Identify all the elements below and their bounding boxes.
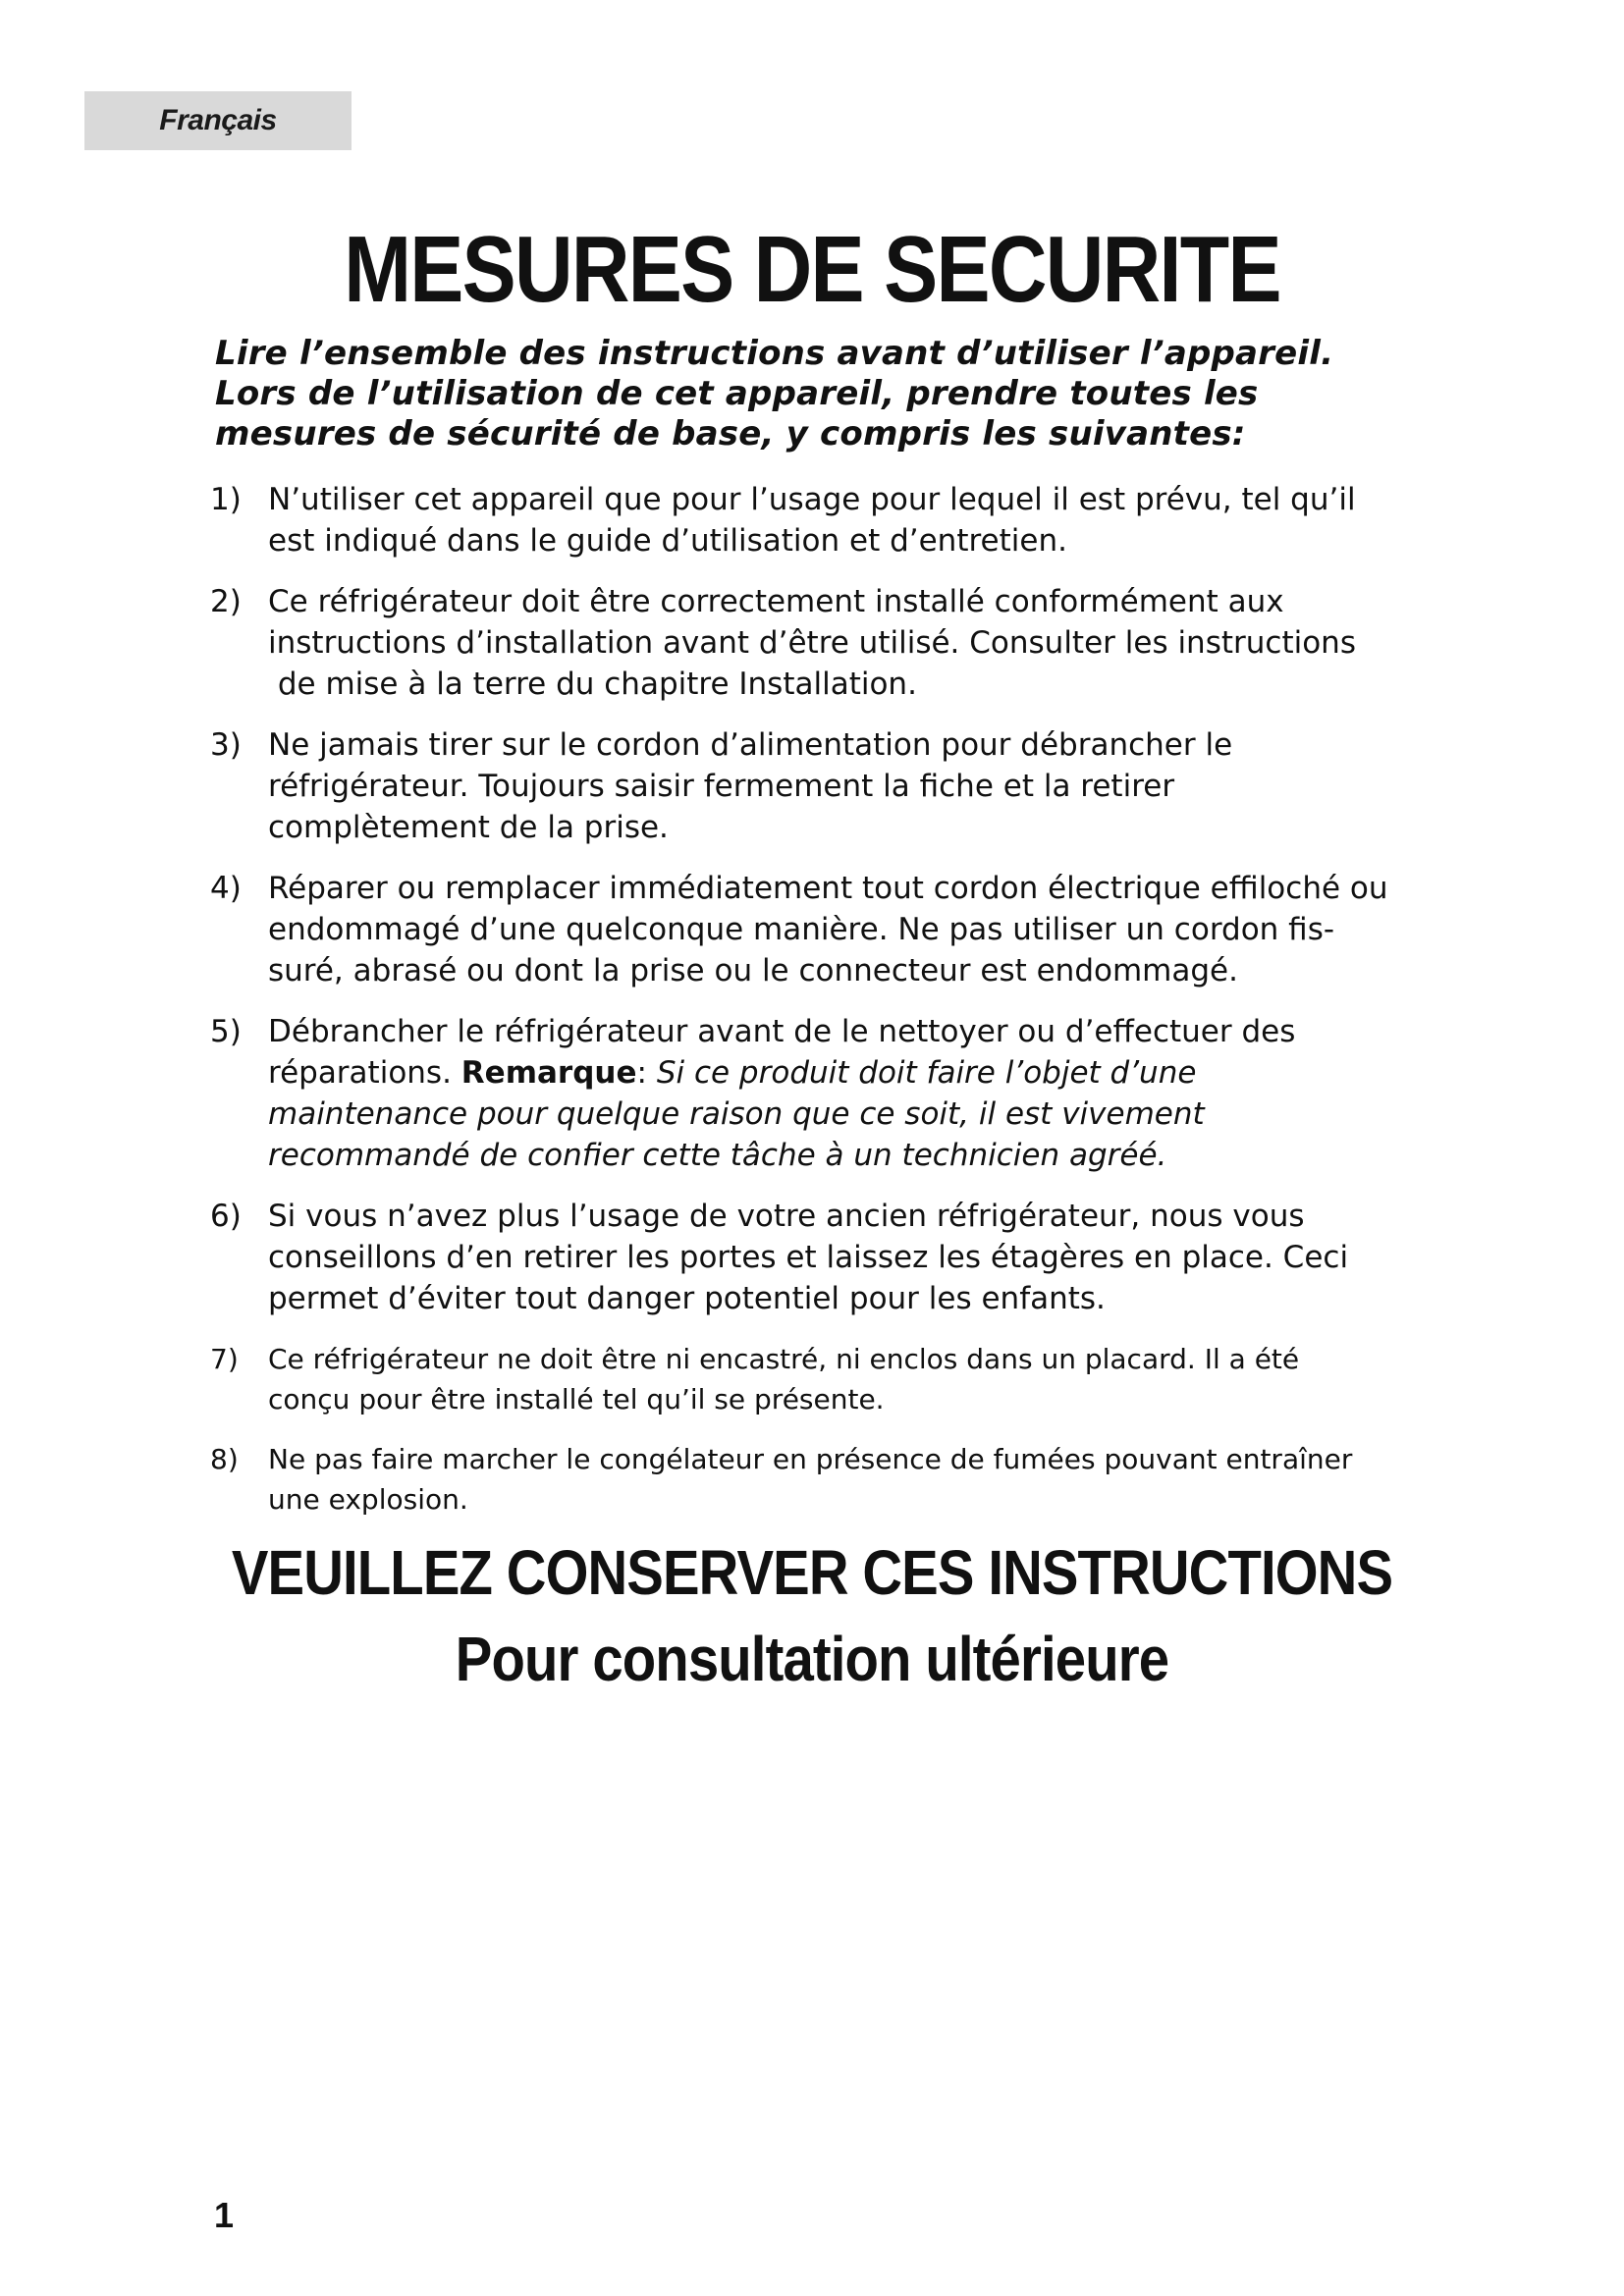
item-line: suré, abrasé ou dont la prise ou le connecteur est endommagé. (268, 953, 1238, 988)
item-number: 8) (210, 1443, 239, 1475)
safety-item-8 (210, 1439, 1379, 1520)
safety-item-6 (210, 1196, 1379, 1319)
item-line: endommagé d’une quelconque manière. Ne pas utiliser un cordon fis- (268, 912, 1335, 947)
remark-text: Si ce produit doit faire l’objet d’une (656, 1055, 1197, 1091)
safety-item-5 (210, 1011, 1379, 1176)
safety-item-2 (210, 581, 1379, 705)
intro-line: Lire l’ensemble des instructions avant d’utiliser l’appareil. (215, 334, 1334, 373)
footer-heading: VEUILLEZ CONSERVER CES INSTRUCTIONS (231, 1537, 1393, 1608)
item-line (268, 1052, 1379, 1094)
item-line: Ne pas faire marcher le congélateur en présence de fumées pouvant entraîner (268, 1443, 1353, 1475)
page-title: MESURES DE SECURITE (344, 217, 1280, 322)
item-text: réparations. (268, 1055, 461, 1091)
item-number: 7) (210, 1343, 239, 1375)
safety-item-4 (210, 868, 1388, 991)
safety-item-7 (210, 1339, 1379, 1419)
remark-text: recommandé de confier cette tâche à un technicien agréé. (268, 1138, 1167, 1173)
safety-item-3 (210, 724, 1379, 848)
page-number: 1 (214, 2195, 235, 2235)
item-number: 1) (210, 482, 242, 517)
item-number: 3) (210, 727, 242, 763)
item-line: réfrigérateur. Toujours saisir fermement la fiche et la retirer (268, 769, 1175, 804)
item-line: Ce réfrigérateur doit être correctement installé conformément aux (268, 584, 1284, 619)
intro-line: mesures de sécurité de base, y compris les suivantes: (215, 414, 1246, 454)
item-line: conçu pour être installé tel qu’il se présente. (268, 1383, 885, 1415)
intro-paragraph (215, 334, 1374, 454)
safety-list (210, 479, 1388, 1539)
item-line: permet d’éviter tout danger potentiel pour les enfants. (268, 1281, 1106, 1316)
item-number: 4) (210, 871, 242, 906)
item-number: 5) (210, 1014, 242, 1049)
item-number: 2) (210, 584, 242, 619)
intro-line: Lors de l’utilisation de cet appareil, prendre toutes les (215, 374, 1259, 413)
footer-subheading: Pour consultation ultérieure (455, 1624, 1169, 1694)
item-line: Débrancher le réfrigérateur avant de le nettoyer ou d’effectuer des (268, 1014, 1296, 1049)
item-line: de mise à la terre du chapitre Installation. (268, 667, 917, 702)
safety-item-1 (210, 479, 1379, 561)
item-line: Ce réfrigérateur ne doit être ni encastré, ni enclos dans un placard. Il a été (268, 1343, 1300, 1375)
item-line: instructions d’installation avant d’être utilisé. Consulter les instructions (268, 625, 1356, 661)
item-line: Réparer ou remplacer immédiatement tout cordon électrique effiloché ou (268, 871, 1388, 906)
remark-colon: : (636, 1055, 657, 1091)
item-line: une explosion. (268, 1483, 468, 1516)
item-line: N’utiliser cet appareil que pour l’usage pour lequel il est prévu, tel qu’il (268, 482, 1356, 517)
remark-text: maintenance pour quelque raison que ce soit, il est vivement (268, 1096, 1205, 1132)
item-number: 6) (210, 1199, 242, 1234)
item-line: conseillons d’en retirer les portes et laissez les étagères en place. Ceci (268, 1240, 1349, 1275)
remark-label: Remarque (460, 1055, 637, 1091)
item-line: Ne jamais tirer sur le cordon d’alimentation pour débrancher le (268, 727, 1233, 763)
language-tab: Français (84, 91, 352, 150)
item-line: est indiqué dans le guide d’utilisation et d’entretien. (268, 523, 1067, 559)
item-line: complètement de la prise. (268, 810, 669, 845)
item-line: Si vous n’avez plus l’usage de votre ancien réfrigérateur, nous vous (268, 1199, 1305, 1234)
